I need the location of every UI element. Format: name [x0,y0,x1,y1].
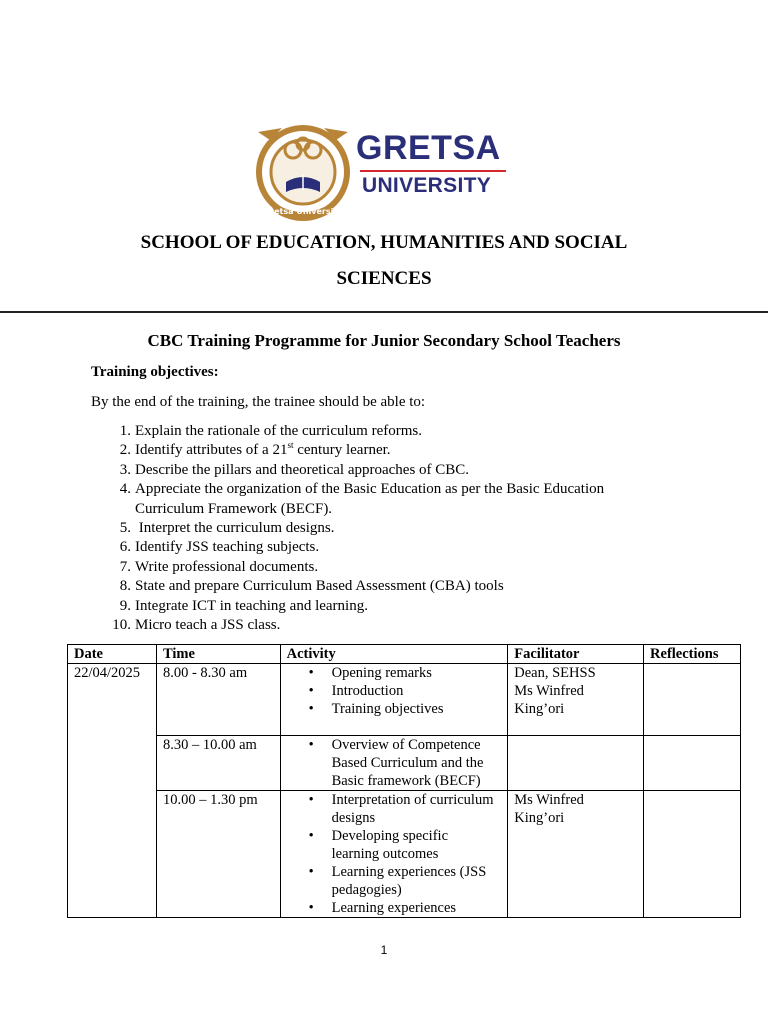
time-cell: 10.00 – 1.30 pm [156,791,280,918]
activity-item: • Developing specific learning outcomes [287,827,502,863]
activity-item: • Learning experiences (JSS pedagogies) [287,863,502,899]
svg-text:Gretsa University: Gretsa University [263,207,343,216]
facilitator-cell: Ms Winfred King’ori [508,791,644,918]
activity-cell [280,791,508,918]
programme-title: CBC Training Programme for Junior Secondary School Teachers [147,331,621,350]
facilitator-cell: Dean, SEHSS Ms Winfred King’ori [508,664,644,736]
objectives-intro: By the end of the training, the trainee should be able to: [91,394,426,410]
activity-item: • Training objectives [287,700,502,718]
objective-item: 10. Micro teach a JSS class. [112,617,281,634]
header-activity: Activity [280,645,508,664]
objective-item: 7. Write professional documents. [119,558,319,575]
table-header-row [68,645,741,664]
school-title-line-2: SCIENCES [336,268,432,289]
logo-wordmark-university: UNIVERSITY [362,174,492,197]
logo-divider [360,170,506,172]
objectives-list [113,422,633,635]
objective-item-continuation: Curriculum Framework (BECF). [135,500,333,517]
activity-item: • Introduction [287,682,502,700]
training-schedule-table [67,644,741,918]
objective-item: 2. Identify attributes of a 21st century learner. [119,440,391,459]
table-row [68,736,741,791]
header-time: Time [156,645,280,664]
page-number: 1 [380,943,388,957]
objective-item: 8. State and prepare Curriculum Based Assessment (CBA) tools [119,578,504,595]
objective-item: 3. Describe the pillars and theoretical approaches of CBC. [119,461,470,478]
logo-wordmark-gretsa: GRETSA [356,129,501,167]
time-cell: 8.30 – 10.00 am [156,736,280,791]
objective-item: 5. Interpret the curriculum designs. [119,520,335,537]
date-cell: 22/04/2025 [68,664,157,918]
activity-item: • Opening remarks [287,664,502,682]
reflections-cell [644,736,741,791]
objective-item: 4. Appreciate the organization of the Basic Education as per the Basic Education [119,481,605,498]
objective-item: 6. Identify JSS teaching subjects. [119,539,320,556]
activity-cell [280,736,508,791]
header-facilitator: Facilitator [508,645,644,664]
activity-item: • Interpretation of curriculum designs [287,791,502,827]
activity-cell [280,664,508,736]
objective-item: 9. Integrate ICT in teaching and learning. [119,597,368,614]
university-seal-icon [248,120,358,224]
time-cell: 8.00 - 8.30 am [156,664,280,736]
school-title-line-1: SCHOOL OF EDUCATION, HUMANITIES AND SOCIAL [140,232,628,253]
header-reflections: Reflections [644,645,741,664]
reflections-cell [644,791,741,918]
objective-item: 1. Explain the rationale of the curriculum reforms. [119,423,422,439]
reflections-cell [644,664,741,736]
gretsa-university-logo [248,120,518,224]
facilitator-cell [508,736,644,791]
header-date: Date [68,645,157,664]
objectives-heading: Training objectives: [91,364,219,380]
header-divider [0,311,768,313]
activity-item: • Overview of Competence Based Curriculum and the Basic framework (BECF) [287,736,502,790]
activity-item: • Learning experiences [287,899,502,917]
table-row [68,791,741,918]
table-row [68,664,741,736]
